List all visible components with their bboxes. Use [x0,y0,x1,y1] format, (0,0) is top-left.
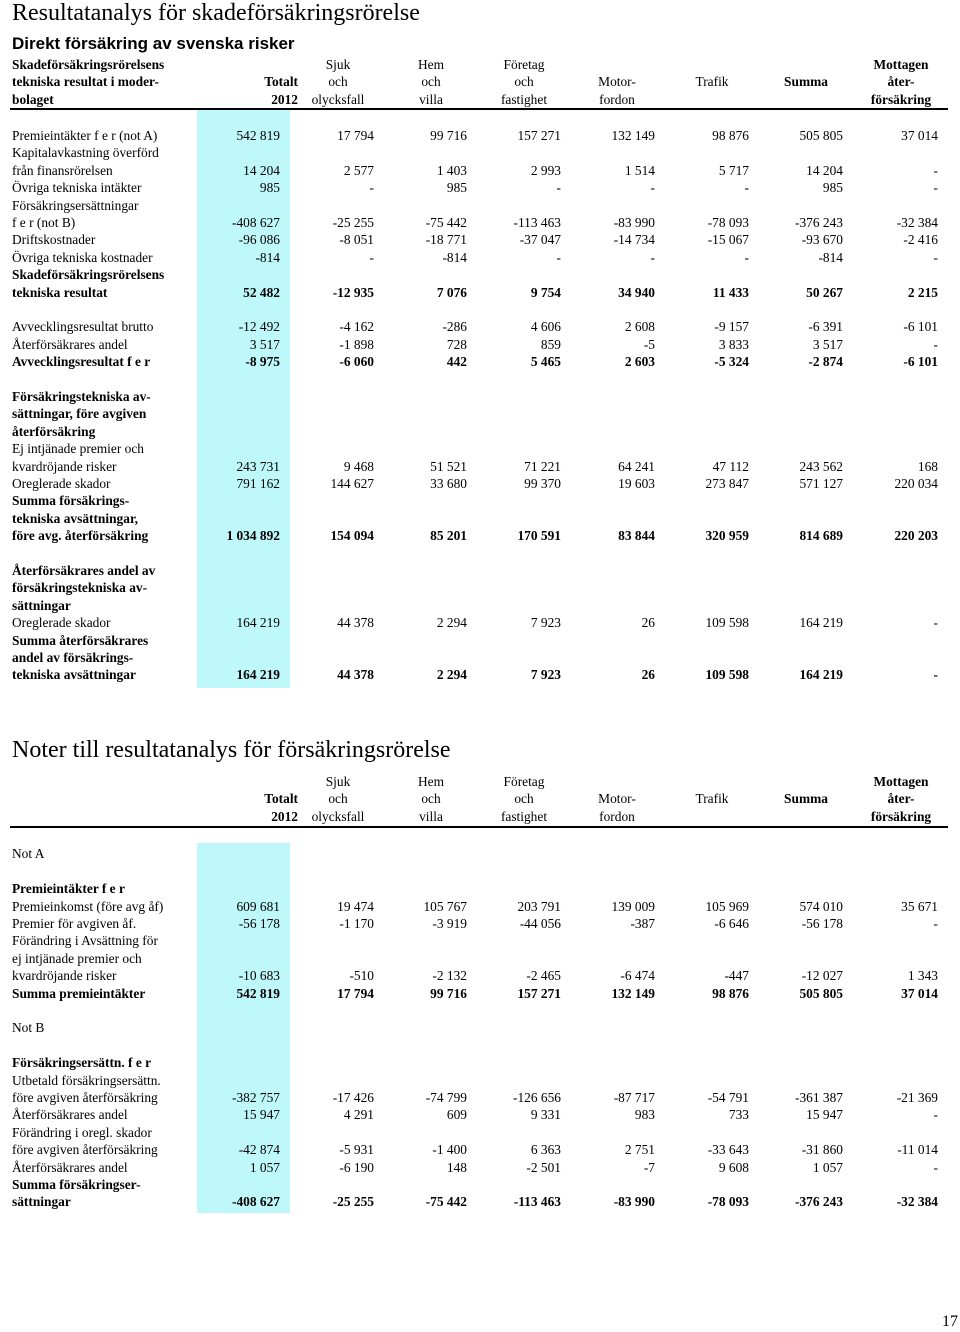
table-cell: 15 947 [806,1107,843,1123]
table-cell: 50 267 [806,284,843,300]
table-cell: 99 716 [430,985,467,1001]
table-cell: 505 805 [799,985,843,1001]
table-cell: -408 627 [232,1194,280,1210]
row-label: ej intjänade premier och [12,950,142,966]
table-cell: 7 076 [436,284,467,300]
row-label: Övriga tekniska kostnader [12,249,153,265]
table-cell: 7 923 [530,667,561,683]
top-header-col-3-line-0: Hem [417,57,445,72]
notes-header-col-8-line-2: försäkring [870,808,932,824]
table-cell: 37 014 [901,985,938,1001]
row-label: Driftskostnader [12,232,96,248]
table-cell: -2 416 [903,232,938,248]
table-cell: 37 014 [901,128,938,143]
table-cell: 170 591 [517,528,561,544]
top-header-col-4-line-2: fastighet [500,91,548,107]
table-cell: 9 468 [343,458,374,474]
table-cell: -5 [643,336,655,352]
table-cell: -25 255 [332,1194,374,1210]
table-cell: -83 990 [613,1194,655,1210]
table-cell: 1 057 [249,1159,280,1175]
table-cell: 7 923 [530,615,561,631]
table-cell: 3 517 [812,336,843,352]
row-label: Kapitalavkastning överförd [12,145,159,161]
table-cell: 19 603 [618,476,655,491]
table-cell: 98 876 [712,128,749,143]
row-label: Försäkringstekniska av- [12,389,151,404]
table-cell: 109 598 [705,667,749,683]
table-cell: 157 271 [517,128,561,143]
table-cell: -10 683 [238,968,280,984]
row-label: Not A [12,846,45,862]
table-cell: 243 562 [799,458,843,474]
row-label: försäkringstekniska av- [12,580,148,596]
table-cell: 14 204 [806,162,843,178]
notes-header-col-4-line-2: fastighet [500,808,548,824]
notes-header-col-8-line-0: Mottagen [873,774,929,789]
notes-header-col-2-line-1: och [328,791,348,807]
table-cell: -75 442 [425,1194,467,1210]
table-cell: -1 400 [432,1142,467,1158]
table-cell: -6 646 [714,916,749,931]
table-cell: - [933,667,938,683]
table-cell: 203 791 [517,898,561,914]
table-cell: -96 086 [238,232,280,248]
table-cell: - [650,249,655,265]
table-cell: -78 093 [707,1194,749,1210]
row-label: tekniska avsättningar, [12,510,139,526]
table-cell: 571 127 [799,476,843,491]
table-cell: 728 [446,336,467,352]
row-label: Återförsäkrares andel [12,1107,128,1123]
table-cell: -25 255 [332,215,374,230]
table-cell: -814 [442,249,467,265]
table-cell: 983 [634,1107,655,1123]
row-label: Oreglerade skador [12,615,111,631]
table-cell: -6 391 [808,319,843,335]
table-cell: -6 060 [339,354,374,370]
row-label: Återförsäkrares andel [12,1159,128,1175]
table-cell: -6 474 [620,968,655,984]
row-label: Förändring i Avsättning för [12,933,158,949]
table-cell: 220 203 [894,528,938,544]
table-cell: -814 [818,249,843,265]
table-cell: 51 521 [430,458,467,474]
table-cell: - [369,249,374,265]
notes-header-col-7-line-1: Summa [784,791,828,807]
table-cell: -83 990 [613,215,655,230]
table-cell: 139 009 [611,898,655,914]
table-cell: 273 847 [705,476,749,491]
top-header-col-8-line-2: försäkring [870,91,932,107]
row-label: Övriga tekniska intäkter [12,180,142,196]
row-label: Summa försäkringser- [12,1177,141,1192]
row-label: Avvecklingsresultat f e r [12,354,151,370]
top-header-col-4-line-1: och [514,74,534,90]
table-cell: 2 751 [624,1142,655,1158]
table-cell: -6 101 [903,319,938,335]
table-cell: 4 606 [530,319,561,335]
table-cell: 105 767 [423,898,467,914]
table-cell: - [556,249,561,265]
table-cell: -113 463 [513,1194,561,1210]
table-cell: - [650,180,655,196]
row-label: Ej intjänade premier och [12,441,144,457]
table-cell: -31 860 [801,1142,843,1158]
table-cell: -1 170 [339,916,374,931]
table-cell: -74 799 [425,1090,467,1105]
table-cell: -113 463 [513,215,561,230]
top-header-col-6-line-1: Trafik [695,74,729,90]
table-cell: 609 [446,1107,467,1123]
row-label: före avgiven återförsäkring [12,1142,158,1158]
table-cell: -9 157 [714,319,749,335]
table-cell: 542 819 [236,985,280,1001]
top-header-col-7-line-1: Summa [784,74,828,90]
table-cell: 320 959 [705,528,749,544]
top-header-col-0-line-0: Skadeförsäkringsrörelsens [12,57,165,72]
table-cell: 164 219 [799,615,843,631]
table-cell: 17 794 [337,985,374,1001]
notes-header-col-1-line-2: 2012 [271,808,298,824]
row-label: sättningar [12,597,71,613]
table-cell: 168 [917,458,938,474]
table-cell: -18 771 [425,232,467,248]
table-cell: 105 969 [705,898,749,914]
table-cell: 5 717 [718,162,749,178]
table-cell: -32 384 [896,1194,938,1210]
table-cell: 99 716 [430,128,467,143]
table-cell: -447 [724,968,749,984]
table-cell: 5 465 [530,354,561,370]
top-header-col-2-line-1: och [328,74,348,90]
table-cell: - [933,615,938,631]
table-cell: -8 051 [339,232,374,248]
row-label: Försäkringsersättn. f e r [12,1055,152,1071]
row-label: Avvecklingsresultat brutto [12,319,154,335]
row-label: Premieinkomst (före avg åf) [12,898,164,914]
row-label: från finansrörelsen [12,162,113,178]
top-header-col-5-line-2: fordon [599,91,635,107]
row-label: Summa premieintäkter [12,985,146,1001]
table-cell: -8 975 [245,354,280,370]
top-header-col-8-line-1: åter- [887,74,915,90]
table-cell: - [744,180,749,196]
table-cell: -21 369 [896,1090,938,1105]
table-cell: 99 370 [524,476,561,491]
table-cell: -37 047 [519,232,561,248]
table-cell: -56 178 [238,916,280,931]
table-cell: 132 149 [611,128,655,143]
table-cell: 164 219 [236,615,280,631]
table-cell: 17 794 [337,128,374,143]
table-cell: 9 331 [530,1107,561,1123]
table-cell: 985 [259,180,280,196]
table-cell: -286 [442,319,467,335]
page-number: 17 [942,1313,958,1330]
table-cell: -93 670 [801,232,843,248]
table-cell: -1 898 [339,336,374,352]
table-cell: -814 [255,249,280,265]
table-cell: 1 403 [436,162,467,178]
table-cell: 11 433 [712,284,749,300]
row-label: Förändring i oregl. skador [12,1124,152,1140]
table-cell: -15 067 [707,232,749,248]
table-cell: 15 947 [243,1107,280,1123]
notes-header-col-3-line-1: och [421,791,441,807]
top-header-col-3-line-2: villa [419,91,443,107]
table-cell: 14 204 [243,162,280,178]
table-cell: 3 517 [249,336,280,352]
table-cell: - [933,336,938,352]
table-cell: 985 [822,180,843,196]
table-cell: 98 876 [712,985,749,1001]
table-cell: -5 324 [714,354,749,370]
notes-header-col-1-line-1: Totalt [264,791,298,807]
row-label: Skadeförsäkringsrörelsens [12,267,165,283]
table-cell: 85 201 [430,528,467,544]
top-header-col-2-line-0: Sjuk [325,57,351,72]
table-cell: -33 643 [707,1142,749,1158]
notes-header-rule [10,826,948,828]
top-header-col-1-line-2: 2012 [271,91,298,107]
top-header-col-5-line-1: Motor- [598,74,636,90]
notes-header-col-4-line-1: och [514,791,534,807]
table-cell: -14 734 [613,232,655,248]
notes-header-col-3-line-2: villa [419,808,443,824]
table-cell: 2 577 [343,162,374,178]
table-cell: - [556,180,561,196]
row-label: Premier för avgiven åf. [12,916,137,931]
table-cell: -2 501 [526,1159,561,1175]
row-label: Återförsäkrares andel av [12,563,156,578]
table-cell: 859 [540,336,561,352]
table-cell: - [933,1159,938,1175]
row-label: kvardröjande risker [12,968,117,984]
table-cell: -78 093 [707,215,749,230]
table-cell: -2 465 [526,968,561,984]
table-cell: -17 426 [332,1090,374,1105]
table-cell: 505 805 [799,128,843,143]
row-label: sättningar [12,1194,71,1210]
table-cell: 1 514 [624,162,655,178]
notes-header-col-8-line-1: åter- [887,791,915,807]
notes-header-col-6-line-1: Trafik [695,791,729,807]
notes-header-col-5-line-1: Motor- [598,791,636,807]
table-cell: -4 162 [339,319,374,335]
notes-header-col-4-line-0: Företag [503,774,545,789]
table-cell: -2 874 [808,354,843,370]
page-title: Resultatanalys för skadeförsäkringsrörelse [12,0,420,26]
table-cell: 164 219 [236,667,280,683]
table-cell: -11 014 [897,1142,938,1158]
table-cell: 148 [446,1159,467,1175]
table-cell: -361 387 [795,1090,843,1105]
table-cell: 243 731 [236,458,280,474]
table-cell: -75 442 [425,215,467,230]
table-cell: - [369,180,374,196]
table-cell: 83 844 [618,528,655,544]
table-cell: 2 294 [436,615,467,631]
row-label: f e r (not B) [12,215,76,230]
table-cell: - [933,249,938,265]
table-cell: 2 603 [624,354,655,370]
table-cell: - [933,162,938,178]
table-cell: -2 132 [432,968,467,984]
top-header-col-0-line-2: bolaget [12,91,54,107]
table-cell: - [933,180,938,196]
table-cell: 164 219 [799,667,843,683]
table-cell: 26 [641,615,655,631]
table-cell: -6 101 [903,354,938,370]
table-cell: - [933,1107,938,1123]
row-label: kvardröjande risker [12,458,117,474]
section-subtitle: Direkt försäkring av svenska risker [12,34,295,53]
top-header-col-4-line-0: Företag [503,57,545,72]
table-cell: -12 027 [801,968,843,984]
table-cell: 3 833 [718,336,749,352]
table-cell: - [744,249,749,265]
table-cell: 1 034 892 [226,528,280,544]
row-label: Utbetald försäkringsersättn. [12,1072,161,1088]
table-cell: 35 671 [901,898,938,914]
row-label: återförsäkring [12,423,96,439]
row-label: andel av försäkrings- [12,650,134,665]
table-cell: 44 378 [337,615,374,631]
row-label: Återförsäkrares andel [12,336,128,352]
row-label: Summa försäkrings- [12,493,130,509]
table-cell: 442 [446,354,467,370]
table-cell: 542 819 [236,128,280,143]
table-cell: -56 178 [801,916,843,931]
row-label: tekniska avsättningar [12,667,136,683]
table-cell: 19 474 [337,898,374,914]
row-label: Not B [12,1020,45,1036]
row-label: Premieintäkter f e r (not A) [12,128,158,143]
table-cell: -12 935 [332,284,374,300]
table-cell: 2 294 [436,667,467,683]
table-cell: 157 271 [517,985,561,1001]
table-cell: 609 681 [236,898,280,914]
top-header-col-3-line-1: och [421,74,441,90]
row-label: Premieintäkter f e r [12,881,125,897]
table-cell: -32 384 [896,215,938,230]
top-header-col-0-line-1: tekniska resultat i moder- [12,74,159,90]
table-cell: -376 243 [795,215,843,230]
table-cell: 26 [641,667,655,683]
table-cell: 574 010 [799,898,843,914]
row-label: tekniska resultat [12,284,108,300]
table-cell: - [933,916,938,931]
row-label: före avgiven återförsäkring [12,1090,158,1105]
notes-header-col-5-line-2: fordon [599,808,635,824]
table-cell: 33 680 [430,476,467,491]
notes-header-col-2-line-0: Sjuk [325,774,351,789]
table-cell: -510 [349,968,374,984]
table-cell: 44 378 [337,667,374,683]
notes-header-col-3-line-0: Hem [417,774,445,789]
table-cell: -54 791 [707,1090,749,1105]
table-cell: 47 112 [712,458,749,474]
row-label: före avg. återförsäkring [12,528,149,544]
table-cell: 2 993 [530,162,561,178]
table-cell: -6 190 [339,1159,374,1175]
row-label: sättningar, före avgiven [12,406,147,422]
table-cell: 220 034 [894,476,938,491]
table-cell: -12 492 [238,319,280,335]
table-cell: 733 [728,1107,749,1123]
table-cell: -126 656 [513,1090,561,1105]
table-cell: 791 162 [236,476,280,491]
table-cell: -376 243 [795,1194,843,1210]
row-label: Summa återförsäkrares [12,632,149,648]
table-cell: -408 627 [232,215,280,230]
table-cell: -42 874 [238,1142,280,1158]
table-cell: 34 940 [618,284,655,300]
table-cell: -87 717 [613,1090,655,1105]
top-header-col-8-line-0: Mottagen [873,57,929,72]
table-cell: -5 931 [339,1142,374,1158]
table-cell: 52 482 [243,284,280,300]
table-cell: 1 057 [812,1159,843,1175]
rows_top-total-column-highlight [197,110,290,688]
table-cell: 132 149 [611,985,655,1001]
top-header-col-2-line-2: olycksfall [311,91,365,107]
table-cell: 814 689 [799,528,843,544]
table-cell: 9 754 [530,284,561,300]
row-label: Oreglerade skador [12,476,111,491]
table-cell: 71 221 [524,458,561,474]
table-cell: 6 363 [530,1142,561,1158]
row-label: Försäkringsersättningar [12,197,139,213]
notes-title: Noter till resultatanalys för försäkringsrörelse [12,737,451,763]
table-cell: 985 [446,180,467,196]
table-cell: 109 598 [705,615,749,631]
table-cell: -382 757 [232,1090,280,1105]
top-header-col-1-line-1: Totalt [264,74,298,90]
table-cell: 2 608 [624,319,655,335]
table-cell: -7 [643,1159,655,1175]
table-cell: -387 [630,916,655,931]
table-cell: 2 215 [907,284,938,300]
table-cell: -44 056 [519,916,561,931]
table-cell: 154 094 [330,528,374,544]
table-cell: -3 919 [432,916,467,931]
table-cell: 64 241 [618,458,655,474]
notes-header-col-2-line-2: olycksfall [311,808,365,824]
table-cell: 4 291 [343,1107,374,1123]
table-cell: 9 608 [718,1159,749,1175]
table-cell: 1 343 [907,968,938,984]
header-rule [10,108,948,110]
table-cell: 144 627 [330,476,374,491]
